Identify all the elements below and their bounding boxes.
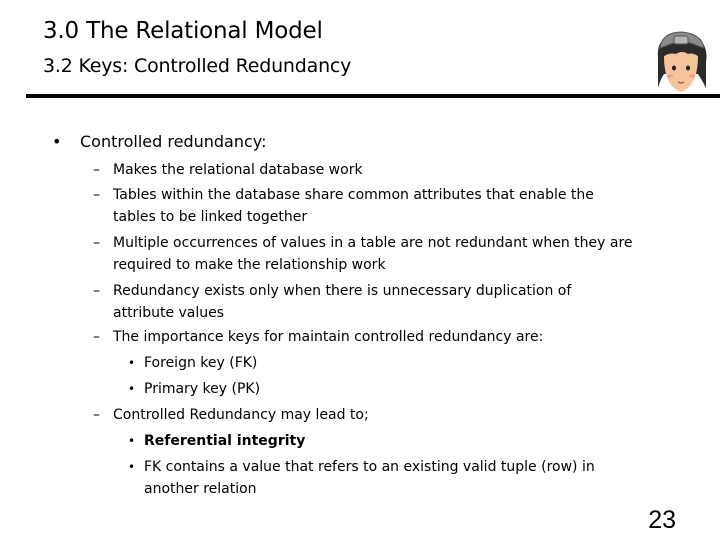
list-item: – The importance keys for maintain controlled redundancy are: [93,326,633,348]
list-item: – Controlled Redundancy may lead to; [93,404,633,426]
sub-list-item: • Primary key (PK) [128,378,628,400]
slide-title: 3.0 The Relational Model [43,18,323,44]
bullet-icon: • [128,460,136,474]
dash-icon: – [93,187,100,203]
sub-list-item: • Foreign key (FK) [128,352,628,374]
bullet-icon: • [52,132,62,151]
list-item: – Redundancy exists only when there is unnecessary duplication of attribute values [93,280,633,324]
sub-list-item: • FK contains a value that refers to an existing valid tuple (row) in another relation [128,456,628,500]
slide-subtitle: 3.2 Keys: Controlled Redundancy [43,55,352,77]
bullet-icon: • [128,382,136,396]
bullet-icon: • [128,434,136,448]
dash-icon: – [93,162,100,178]
list-item: – Makes the relational database work [93,159,633,181]
list-item: – Tables within the database share common attributes that enable the tables to be linked together [93,184,633,228]
main-bullet-text: Controlled redundancy: [80,132,267,151]
sub-list-item: • Referential integrity [128,430,628,452]
page-number: 23 [648,506,676,534]
dash-icon: – [93,329,100,345]
dash-icon: – [93,235,100,251]
dash-icon: – [93,407,100,423]
dash-icon: – [93,283,100,299]
list-item: – Multiple occurrences of values in a table are not redundant when they are required to make the relationship work [93,232,633,276]
bullet-icon: • [128,356,136,370]
